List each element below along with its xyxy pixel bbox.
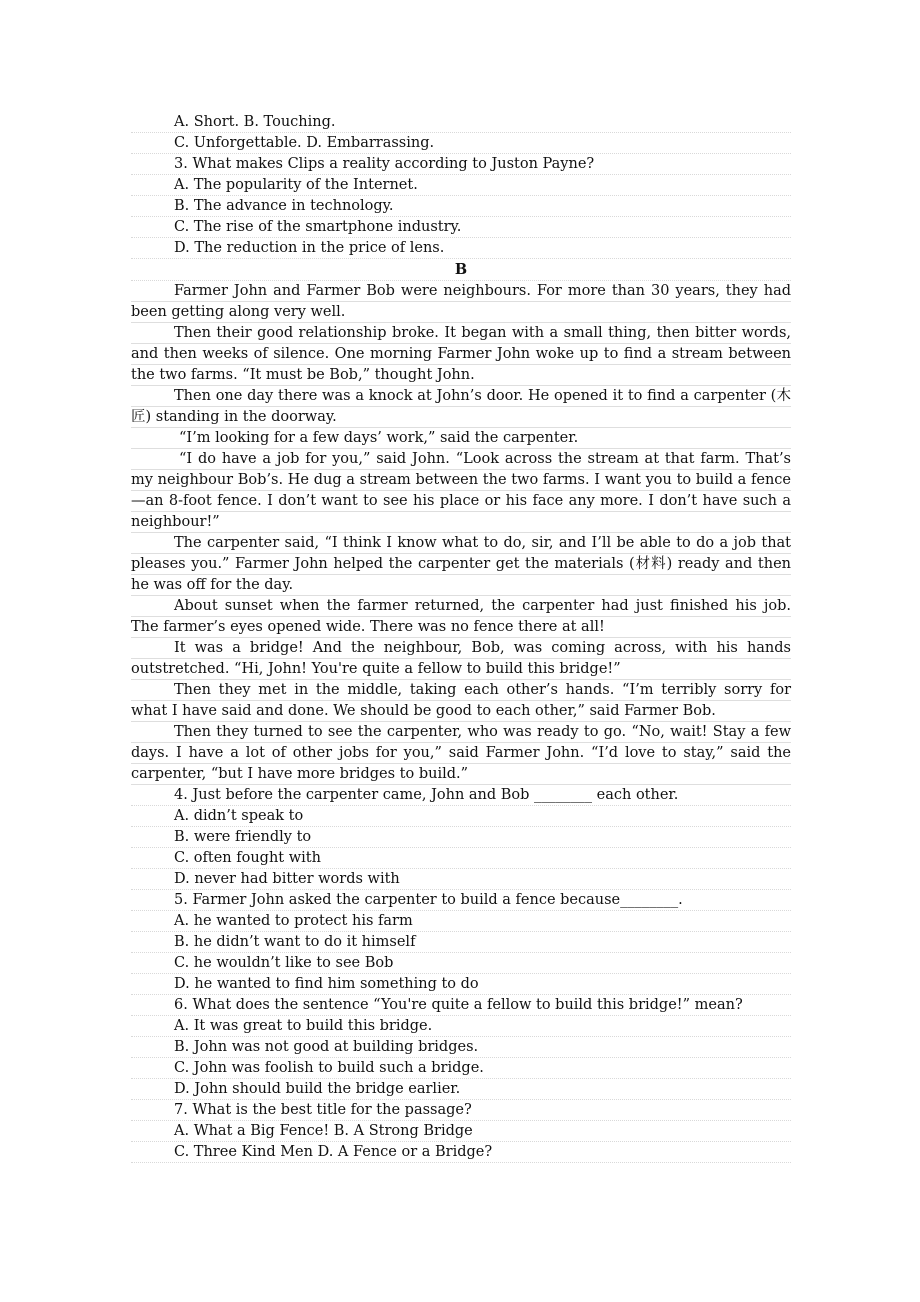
q6-option-a: A. It was great to build this bridge.: [131, 1016, 791, 1037]
passage-paragraph: About sunset when the farmer returned, the carpenter had just finished his job. The farmer’s eyes opened wide. There was no fence there at all!: [131, 596, 791, 638]
q6-option-d: D. John should build the bridge earlier.: [131, 1079, 791, 1100]
q2-options-line-2: C. Unforgettable. D. Embarrassing.: [131, 133, 791, 154]
section-label: B: [131, 259, 791, 281]
q4-question: 4. Just before the carpenter came, John and Bob ________ each other.: [131, 785, 791, 806]
q5-question: 5. Farmer John asked the carpenter to build a fence because________.: [131, 890, 791, 911]
q5-option-a: A. he wanted to protect his farm: [131, 911, 791, 932]
passage-paragraph: Farmer John and Farmer Bob were neighbours. For more than 30 years, they had been getting along very well.: [131, 281, 791, 323]
q7-options-cd: C. Three Kind Men D. A Fence or a Bridge?: [131, 1142, 791, 1163]
page-content: [131, 112, 791, 1163]
q4-option-a: A. didn’t speak to: [131, 806, 791, 827]
passage: [131, 281, 791, 785]
q3-question: 3. What makes Clips a reality according to Juston Payne?: [131, 154, 791, 175]
q5-option-c: C. he wouldn’t like to see Bob: [131, 953, 791, 974]
q3-option-c: C. The rise of the smartphone industry.: [131, 217, 791, 238]
q4-option-b: B. were friendly to: [131, 827, 791, 848]
passage-paragraph: Then their good relationship broke. It began with a small thing, then bitter words, and then weeks of silence. One morning Farmer John woke up to find a stream between the two farms. “It must be Bob,” thought John.: [131, 323, 791, 386]
passage-paragraph: “I’m looking for a few days’ work,” said the carpenter.: [131, 428, 791, 449]
q2-options-line-1: A. Short. B. Touching.: [131, 112, 791, 133]
q4-option-d: D. never had bitter words with: [131, 869, 791, 890]
passage-paragraph: Then one day there was a knock at John’s door. He opened it to find a carpenter (木匠) standing in the doorway.: [131, 386, 791, 428]
passage-paragraph: It was a bridge! And the neighbour, Bob, was coming across, with his hands outstretched. “Hi, John! You're quite a fellow to build this bridge!”: [131, 638, 791, 680]
q4-option-c: C. often fought with: [131, 848, 791, 869]
passage-paragraph: Then they met in the middle, taking each other’s hands. “I’m terribly sorry for what I have said and done. We should be good to each other,” said Farmer Bob.: [131, 680, 791, 722]
q5-option-d: D. he wanted to find him something to do: [131, 974, 791, 995]
passage-paragraph: “I do have a job for you,” said John. “Look across the stream at that farm. That’s my neighbour Bob’s. He dug a stream between the two farms. I want you to build a fence—an 8-foot fence. I don’t want to see his place or his face any more. I don’t have such a neighbour!”: [131, 449, 791, 533]
q3-option-b: B. The advance in technology.: [131, 196, 791, 217]
q6-option-b: B. John was not good at building bridges.: [131, 1037, 791, 1058]
passage-paragraph: Then they turned to see the carpenter, who was ready to go. “No, wait! Stay a few days. I have a lot of other jobs for you,” said Farmer John. “I’d love to stay,” said the carpenter, “but I have more bridges to build.”: [131, 722, 791, 785]
q6-option-c: C. John was foolish to build such a bridge.: [131, 1058, 791, 1079]
q3-option-d: D. The reduction in the price of lens.: [131, 238, 791, 259]
q7-options-ab: A. What a Big Fence! B. A Strong Bridge: [131, 1121, 791, 1142]
q3-option-a: A. The popularity of the Internet.: [131, 175, 791, 196]
q7-question: 7. What is the best title for the passage?: [131, 1100, 791, 1121]
passage-paragraph: The carpenter said, “I think I know what to do, sir, and I’ll be able to do a job that pleases you.” Farmer John helped the carpenter get the materials (材料) ready and then he was off for the day.: [131, 533, 791, 596]
q5-option-b: B. he didn’t want to do it himself: [131, 932, 791, 953]
q6-question: 6. What does the sentence “You're quite a fellow to build this bridge!” mean?: [131, 995, 791, 1016]
